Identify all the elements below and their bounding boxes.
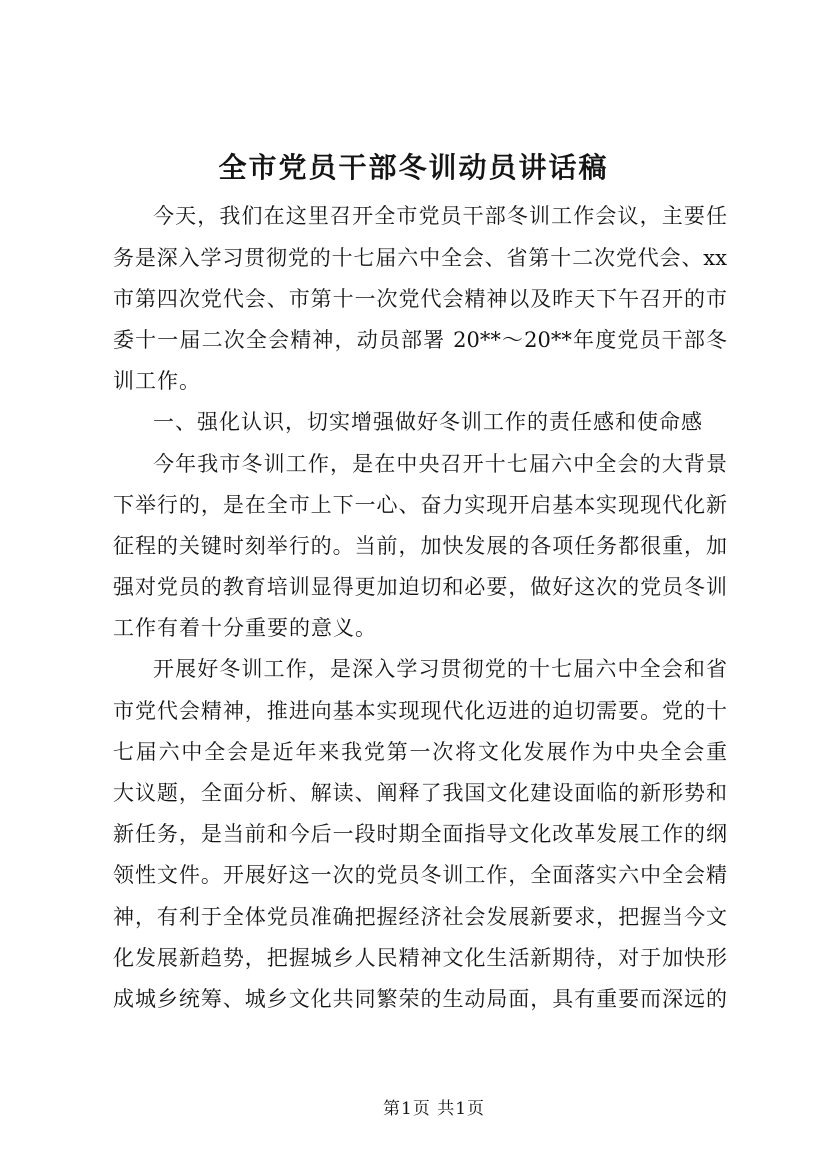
paragraph-line: 务是深入学习贯彻党的十七届六中全会、省第十二次党代会、xx — [113, 245, 727, 270]
paragraph-line: 市党代会精神，推进向基本实现现代化迈进的迫切需要。党的十 — [113, 698, 727, 723]
paragraph-line: 征程的关键时刻举行的。当前，加快发展的各项任务都很重，加 — [113, 533, 727, 558]
paragraph-line: 委十一届二次全会精神，动员部署 20**～20**年度党员干部冬 — [113, 327, 727, 352]
paragraph-background — [113, 444, 727, 650]
paragraph-line: 今年我市冬训工作，是在中央召开十七届六中全会的大背景 — [153, 451, 727, 476]
paragraph-line: 七届六中全会是近年来我党第一次将文化发展作为中央全会重 — [113, 739, 727, 764]
paragraph-line: 今天，我们在这里召开全市党员干部冬训工作会议，主要任 — [153, 204, 727, 229]
paragraph-line: 开展好冬训工作，是深入学习贯彻党的十七届六中全会和省 — [153, 657, 727, 682]
paragraph-line: 化发展新趋势，把握城乡人民精神文化生活新期待，对于加快形 — [113, 945, 727, 970]
paragraph-line: 成城乡统筹、城乡文化共同繁荣的生动局面，具有重要而深远的 — [113, 986, 727, 1011]
paragraph-line: 工作有着十分重要的意义。 — [113, 616, 377, 641]
page-number-footer: 第1页 共1页 — [383, 1099, 486, 1119]
paragraph-line: 新任务，是当前和今后一段时期全面指导文化改革发展工作的纲 — [113, 822, 727, 847]
section-heading-line: 一、强化认识，切实增强做好冬训工作的责任感和使命感 — [153, 410, 703, 435]
paragraph-line: 市第四次党代会、市第十一次党代会精神以及昨天下午召开的市 — [113, 286, 727, 311]
document-body — [113, 196, 727, 1020]
paragraph-line: 领性文件。开展好这一次的党员冬训工作，全面落实六中全会精 — [113, 863, 727, 888]
section-heading — [113, 402, 727, 443]
paragraph-line: 下举行的，是在全市上下一心、奋力实现开启基本实现现代化新 — [113, 492, 727, 517]
paragraph-line: 强对党员的教育培训显得更加迫切和必要，做好这次的党员冬训 — [113, 575, 727, 600]
paragraph-line: 训工作。 — [113, 369, 201, 394]
paragraph-line: 神，有利于全体党员准确把握经济社会发展新要求，把握当今文 — [113, 904, 727, 929]
paragraph-intro — [113, 196, 727, 402]
document-title: 全市党员干部冬训动员讲话稿 — [218, 151, 609, 184]
paragraph-significance — [113, 649, 727, 1020]
paragraph-line: 大议题，全面分析、解读、阐释了我国文化建设面临的新形势和 — [113, 781, 727, 806]
